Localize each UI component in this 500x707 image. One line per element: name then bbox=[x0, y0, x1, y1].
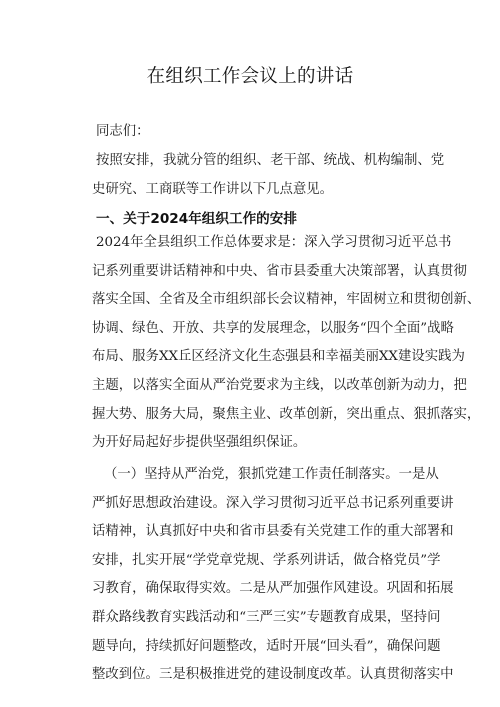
text-line: 整改到位。三是积极推进党的建设制度改革。认真贯彻落实中 bbox=[92, 667, 454, 683]
section-heading: 一、关于2024年组织工作的安排 bbox=[96, 211, 297, 227]
text-line: 题导向，持续抓好问题整改，适时开展“回头看”，确保问题 bbox=[92, 638, 441, 654]
text-line: 主题，以落实全面从严治党要求为主线，以改革创新为动力，把 bbox=[92, 377, 467, 393]
text-line: 为开好局起好步提供坚强组织保证。 bbox=[92, 435, 307, 451]
text-line: 2024年全县组织工作总体要求是：深入学习贯彻习近平总书 bbox=[96, 235, 452, 250]
text-line: 布局、服务XX丘区经济文化生态强县和幸福美丽XX建设实践为 bbox=[92, 349, 465, 365]
text-line: 握大势、服务大局，聚焦主业、改革创新，突出重点、狠抓落实， bbox=[92, 406, 481, 422]
document-title: 在组织工作会议上的讲话 bbox=[146, 66, 354, 87]
text-line: 群众路线教育实践活动和“三严三实”专题教育成果，坚持问 bbox=[92, 609, 441, 625]
text-line: 习教育，确保取得实效。二是从严加强作风建设。巩固和拓展 bbox=[92, 581, 454, 597]
text-line: 安排，扎实开展“学党章党规、学系列讲话，做合格党员”学 bbox=[92, 552, 441, 568]
subsection1-paragraph bbox=[92, 461, 454, 690]
text-line: 按照安排，我就分管的组织、老干部、统战、机构编制、党 bbox=[96, 153, 445, 168]
salutation-text: 同志们： bbox=[96, 124, 150, 139]
intro-paragraph bbox=[92, 147, 445, 204]
text-line: （一）坚持从严治党，狠抓党建工作责任制落实。一是从 bbox=[104, 467, 439, 482]
text-line: 严抓好思想政治建设。深入学习贯彻习近平总书记系列重要讲 bbox=[92, 495, 454, 511]
text-line: 记系列重要讲话精神和中央、省市县委重大决策部署，认真贯彻 bbox=[92, 263, 467, 279]
text-line: 话精神，认真抓好中央和省市县委有关党建工作的重大部署和 bbox=[92, 524, 454, 540]
salutation bbox=[92, 118, 428, 147]
section1-paragraph bbox=[92, 229, 481, 458]
text-line: 协调、绿色、开放、共享的发展理念，以服务“四个全面”战略 bbox=[92, 320, 454, 336]
text-line: 史研究、工商联等工作讲以下几点意见。 bbox=[92, 181, 334, 197]
text-line: 落实全国、全省及全市组织部长会议精神，牢固树立和贯彻创新、 bbox=[92, 292, 481, 308]
